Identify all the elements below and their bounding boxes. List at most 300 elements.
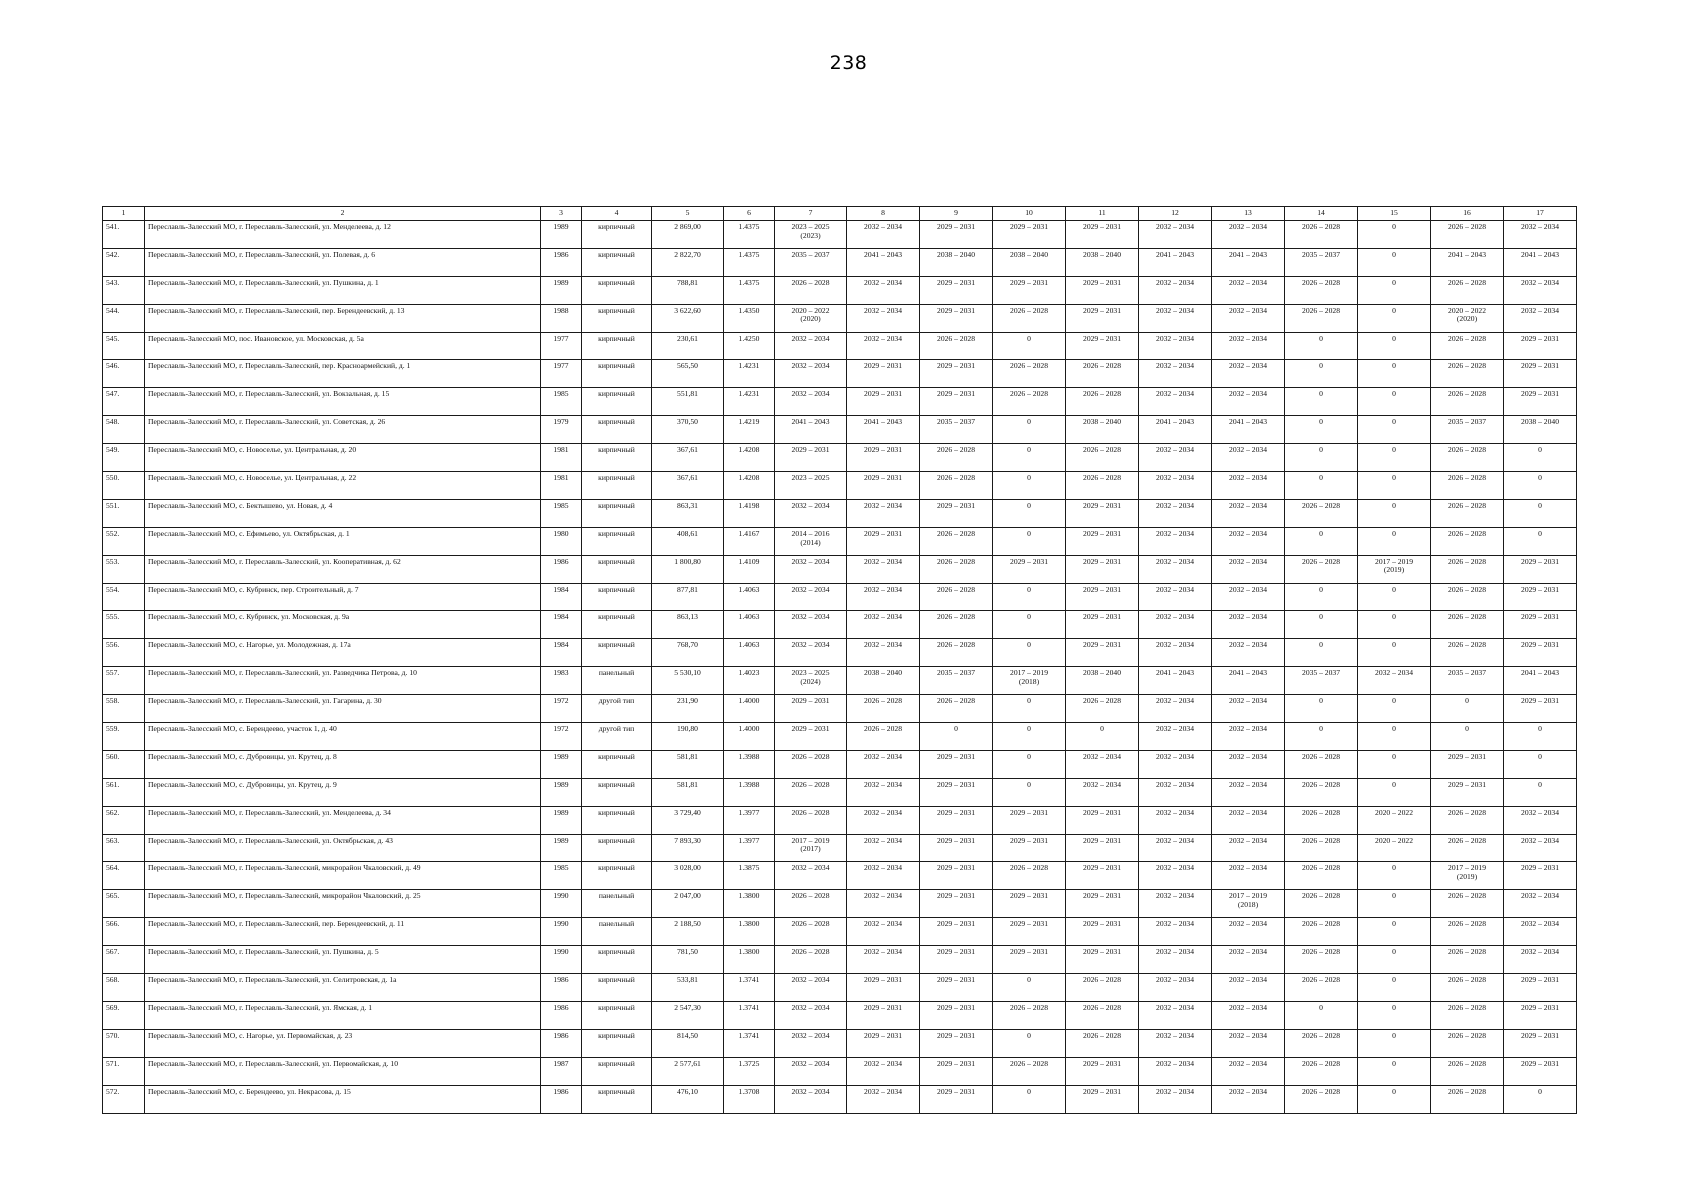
table-cell-col-2: Переславль-Залесский МО, г. Переславль-Залесский, пер. Берендеевский, д. 13	[145, 304, 541, 332]
table-cell-col-4: кирпичный	[582, 834, 652, 862]
table-cell-col-3: 1977	[541, 332, 582, 360]
column-header-14: 14	[1285, 207, 1358, 221]
table-cell-col-17: 2029 – 2031	[1504, 332, 1577, 360]
column-header-3: 3	[541, 207, 582, 221]
table-cell-col-5: 231,90	[652, 695, 724, 723]
table-cell-col-9: 2029 – 2031	[920, 388, 993, 416]
table-cell-col-13: 2032 – 2034	[1212, 221, 1285, 249]
table-cell-col-15: 0	[1358, 527, 1431, 555]
table-cell-col-11: 2029 – 2031	[1066, 221, 1139, 249]
table-cell-col-17: 2032 – 2034	[1504, 304, 1577, 332]
table-cell-col-13: 2032 – 2034	[1212, 1057, 1285, 1085]
table-cell-col-2: Переславль-Залесский МО, г. Переславль-Залесский, ул. Кооперативная, д. 62	[145, 555, 541, 583]
table-cell-col-7: 2032 – 2034	[775, 1085, 847, 1113]
table-cell-col-9: 2029 – 2031	[920, 834, 993, 862]
table-cell-col-11: 2032 – 2034	[1066, 778, 1139, 806]
table-cell-col-1: 560.	[103, 750, 145, 778]
table-cell-col-5: 581,81	[652, 778, 724, 806]
table-row	[103, 918, 1577, 946]
table-cell-col-11: 2029 – 2031	[1066, 276, 1139, 304]
table-cell-col-4: кирпичный	[582, 750, 652, 778]
table-cell-col-12: 2032 – 2034	[1139, 611, 1212, 639]
table-cell-col-6: 1.3741	[724, 1001, 775, 1029]
table-cell-col-6: 1.3875	[724, 862, 775, 890]
table-cell-col-7: 2041 – 2043	[775, 416, 847, 444]
table-cell-col-9: 2029 – 2031	[920, 499, 993, 527]
table-cell-col-6: 1.4231	[724, 360, 775, 388]
table-cell-col-3: 1985	[541, 862, 582, 890]
table-cell-col-8: 2029 – 2031	[847, 444, 920, 472]
table-cell-col-5: 476,10	[652, 1085, 724, 1113]
table-cell-col-6: 1.4375	[724, 276, 775, 304]
table-cell-col-7: 2032 – 2034	[775, 555, 847, 583]
table-cell-col-2: Переславль-Залесский МО, с. Бектышево, ул. Новая, д. 4	[145, 499, 541, 527]
table-cell-col-15: 0	[1358, 750, 1431, 778]
table-cell-col-10: 2026 – 2028	[993, 862, 1066, 890]
table-cell-col-10: 2026 – 2028	[993, 360, 1066, 388]
table-cell-col-17: 0	[1504, 527, 1577, 555]
table-cell-col-13: 2032 – 2034	[1212, 527, 1285, 555]
table-cell-col-3: 1984	[541, 583, 582, 611]
column-header-10: 10	[993, 207, 1066, 221]
table-row	[103, 583, 1577, 611]
table-cell-col-5: 2 547,30	[652, 1001, 724, 1029]
table-cell-col-7: 2032 – 2034	[775, 1057, 847, 1085]
table-cell-col-15: 0	[1358, 332, 1431, 360]
table-cell-col-12: 2032 – 2034	[1139, 444, 1212, 472]
table-cell-col-2: Переславль-Залесский МО, г. Переславль-Залесский, ул. Вокзальная, д. 15	[145, 388, 541, 416]
table-cell-col-10: 0	[993, 695, 1066, 723]
table-cell-col-9: 0	[920, 723, 993, 751]
table-cell-col-4: кирпичный	[582, 444, 652, 472]
table-cell-col-9: 2029 – 2031	[920, 360, 993, 388]
table-cell-col-11: 2026 – 2028	[1066, 695, 1139, 723]
table-cell-col-15: 0	[1358, 695, 1431, 723]
table-cell-col-2: Переславль-Залесский МО, г. Переславль-Залесский, микрорайон Чкаловский, д. 49	[145, 862, 541, 890]
table-cell-col-6: 1.3800	[724, 946, 775, 974]
table-cell-col-12: 2032 – 2034	[1139, 1085, 1212, 1113]
table-cell-col-16: 2026 – 2028	[1431, 918, 1504, 946]
table-cell-col-16: 2026 – 2028	[1431, 555, 1504, 583]
table-cell-col-15: 0	[1358, 583, 1431, 611]
table-cell-col-1: 555.	[103, 611, 145, 639]
table-cell-col-14: 2026 – 2028	[1285, 1029, 1358, 1057]
table-cell-col-13: 2032 – 2034	[1212, 444, 1285, 472]
table-cell-col-17: 2029 – 2031	[1504, 862, 1577, 890]
table-cell-col-13: 2032 – 2034	[1212, 332, 1285, 360]
table-cell-col-8: 2026 – 2028	[847, 723, 920, 751]
table-cell-col-2: Переславль-Залесский МО, г. Переславль-Залесский, микрорайон Чкаловский, д. 25	[145, 890, 541, 918]
table-cell-col-6: 1.4231	[724, 388, 775, 416]
table-cell-col-3: 1986	[541, 974, 582, 1002]
table-cell-col-9: 2026 – 2028	[920, 695, 993, 723]
table-cell-col-5: 190,80	[652, 723, 724, 751]
table-cell-col-11: 2026 – 2028	[1066, 1001, 1139, 1029]
table-cell-col-6: 1.4063	[724, 611, 775, 639]
table-cell-col-15: 0	[1358, 1057, 1431, 1085]
table-row	[103, 806, 1577, 834]
table-cell-col-6: 1.4000	[724, 695, 775, 723]
table-cell-col-16: 0	[1431, 723, 1504, 751]
table-cell-col-4: кирпичный	[582, 1029, 652, 1057]
table-cell-col-17: 2032 – 2034	[1504, 946, 1577, 974]
table-cell-col-6: 1.3725	[724, 1057, 775, 1085]
table-cell-col-12: 2032 – 2034	[1139, 276, 1212, 304]
table-row	[103, 444, 1577, 472]
table-cell-col-3: 1986	[541, 1001, 582, 1029]
table-cell-col-10: 0	[993, 416, 1066, 444]
table-cell-col-2: Переславль-Залесский МО, г. Переславль-Залесский, ул. Менделеева, д. 12	[145, 221, 541, 249]
table-cell-col-8: 2032 – 2034	[847, 1057, 920, 1085]
table-cell-col-16: 2041 – 2043	[1431, 248, 1504, 276]
column-header-9: 9	[920, 207, 993, 221]
table-cell-col-10: 2029 – 2031	[993, 890, 1066, 918]
table-cell-col-12: 2032 – 2034	[1139, 750, 1212, 778]
table-cell-col-7: 2014 – 2016 (2014)	[775, 527, 847, 555]
column-header-16: 16	[1431, 207, 1504, 221]
table-cell-col-3: 1972	[541, 695, 582, 723]
table-cell-col-17: 0	[1504, 444, 1577, 472]
column-header-13: 13	[1212, 207, 1285, 221]
table-cell-col-13: 2032 – 2034	[1212, 583, 1285, 611]
table-cell-col-12: 2032 – 2034	[1139, 1057, 1212, 1085]
table-cell-col-11: 2038 – 2040	[1066, 667, 1139, 695]
table-row	[103, 723, 1577, 751]
table-cell-col-13: 2032 – 2034	[1212, 611, 1285, 639]
table-cell-col-7: 2026 – 2028	[775, 890, 847, 918]
column-header-11: 11	[1066, 207, 1139, 221]
table-cell-col-11: 2032 – 2034	[1066, 750, 1139, 778]
table-cell-col-10: 0	[993, 527, 1066, 555]
table-cell-col-8: 2032 – 2034	[847, 583, 920, 611]
table-cell-col-15: 0	[1358, 1029, 1431, 1057]
column-header-4: 4	[582, 207, 652, 221]
table-body	[103, 221, 1577, 1114]
table-cell-col-9: 2029 – 2031	[920, 974, 993, 1002]
table-cell-col-8: 2032 – 2034	[847, 611, 920, 639]
table-cell-col-11: 2029 – 2031	[1066, 583, 1139, 611]
table-cell-col-14: 0	[1285, 472, 1358, 500]
table-cell-col-6: 1.4167	[724, 527, 775, 555]
table-cell-col-6: 1.3708	[724, 1085, 775, 1113]
table-cell-col-5: 781,50	[652, 946, 724, 974]
housing-register-table	[102, 206, 1577, 1114]
table-cell-col-9: 2029 – 2031	[920, 918, 993, 946]
table-cell-col-13: 2032 – 2034	[1212, 472, 1285, 500]
table-cell-col-12: 2032 – 2034	[1139, 918, 1212, 946]
table-cell-col-9: 2029 – 2031	[920, 862, 993, 890]
table-cell-col-4: кирпичный	[582, 974, 652, 1002]
table-cell-col-13: 2032 – 2034	[1212, 946, 1285, 974]
table-row	[103, 555, 1577, 583]
table-cell-col-17: 0	[1504, 778, 1577, 806]
table-cell-col-11: 2029 – 2031	[1066, 806, 1139, 834]
table-row	[103, 639, 1577, 667]
table-cell-col-1: 551.	[103, 499, 145, 527]
table-cell-col-14: 0	[1285, 332, 1358, 360]
table-cell-col-15: 0	[1358, 444, 1431, 472]
table-cell-col-8: 2041 – 2043	[847, 248, 920, 276]
table-cell-col-10: 0	[993, 778, 1066, 806]
table-cell-col-5: 863,13	[652, 611, 724, 639]
table-cell-col-7: 2023 – 2025 (2024)	[775, 667, 847, 695]
table-cell-col-8: 2029 – 2031	[847, 472, 920, 500]
table-cell-col-12: 2032 – 2034	[1139, 890, 1212, 918]
table-row	[103, 750, 1577, 778]
table-cell-col-5: 863,31	[652, 499, 724, 527]
table-cell-col-14: 0	[1285, 360, 1358, 388]
table-cell-col-9: 2026 – 2028	[920, 332, 993, 360]
table-cell-col-8: 2032 – 2034	[847, 1085, 920, 1113]
table-cell-col-6: 1.3800	[724, 890, 775, 918]
table-cell-col-12: 2032 – 2034	[1139, 360, 1212, 388]
table-cell-col-6: 1.3977	[724, 806, 775, 834]
table-cell-col-2: Переславль-Залесский МО, г. Переславль-Залесский, ул. Советская, д. 26	[145, 416, 541, 444]
table-cell-col-4: другой тип	[582, 723, 652, 751]
table-cell-col-17: 2029 – 2031	[1504, 695, 1577, 723]
table-cell-col-10: 0	[993, 611, 1066, 639]
table-cell-col-9: 2029 – 2031	[920, 1085, 993, 1113]
table-cell-col-2: Переславль-Залесский МО, с. Нагорье, ул. Молодежная, д. 17а	[145, 639, 541, 667]
table-cell-col-14: 2035 – 2037	[1285, 248, 1358, 276]
table-cell-col-2: Переславль-Залесский МО, с. Ефимьево, ул. Октябрьская, д. 1	[145, 527, 541, 555]
table-cell-col-16: 2026 – 2028	[1431, 1085, 1504, 1113]
table-cell-col-15: 0	[1358, 388, 1431, 416]
table-row	[103, 332, 1577, 360]
table-cell-col-7: 2023 – 2025	[775, 472, 847, 500]
table-cell-col-6: 1.4198	[724, 499, 775, 527]
table-cell-col-12: 2032 – 2034	[1139, 946, 1212, 974]
table-cell-col-2: Переславль-Залесский МО, г. Переславль-Залесский, ул. Разведчика Петрова, д. 10	[145, 667, 541, 695]
table-cell-col-4: кирпичный	[582, 360, 652, 388]
table-cell-col-16: 2020 – 2022 (2020)	[1431, 304, 1504, 332]
table-cell-col-10: 0	[993, 444, 1066, 472]
table-cell-col-14: 0	[1285, 388, 1358, 416]
table-cell-col-1: 546.	[103, 360, 145, 388]
table-cell-col-8: 2032 – 2034	[847, 304, 920, 332]
table-cell-col-6: 1.3800	[724, 918, 775, 946]
table-cell-col-13: 2032 – 2034	[1212, 750, 1285, 778]
table-cell-col-14: 0	[1285, 583, 1358, 611]
table-cell-col-8: 2029 – 2031	[847, 527, 920, 555]
table-cell-col-1: 542.	[103, 248, 145, 276]
table-cell-col-8: 2029 – 2031	[847, 1029, 920, 1057]
table-cell-col-3: 1987	[541, 1057, 582, 1085]
table-cell-col-16: 2026 – 2028	[1431, 444, 1504, 472]
table-cell-col-4: кирпичный	[582, 472, 652, 500]
table-cell-col-4: кирпичный	[582, 221, 652, 249]
table-cell-col-3: 1989	[541, 221, 582, 249]
table-cell-col-15: 0	[1358, 639, 1431, 667]
table-cell-col-3: 1986	[541, 555, 582, 583]
table-row	[103, 1085, 1577, 1113]
table-cell-col-14: 2026 – 2028	[1285, 778, 1358, 806]
table-cell-col-17: 2029 – 2031	[1504, 1029, 1577, 1057]
table-cell-col-17: 2029 – 2031	[1504, 555, 1577, 583]
table-cell-col-13: 2032 – 2034	[1212, 388, 1285, 416]
table-cell-col-4: кирпичный	[582, 276, 652, 304]
table-cell-col-6: 1.4063	[724, 583, 775, 611]
table-cell-col-7: 2032 – 2034	[775, 862, 847, 890]
table-cell-col-10: 2029 – 2031	[993, 806, 1066, 834]
table-cell-col-2: Переславль-Залесский МО, г. Переславль-Залесский, ул. Селитровская, д. 1а	[145, 974, 541, 1002]
table-cell-col-7: 2029 – 2031	[775, 723, 847, 751]
table-cell-col-1: 553.	[103, 555, 145, 583]
table-cell-col-4: кирпичный	[582, 583, 652, 611]
table-cell-col-7: 2029 – 2031	[775, 695, 847, 723]
table-cell-col-12: 2041 – 2043	[1139, 667, 1212, 695]
table-cell-col-15: 0	[1358, 304, 1431, 332]
table-cell-col-4: кирпичный	[582, 1001, 652, 1029]
table-cell-col-7: 2032 – 2034	[775, 388, 847, 416]
table-cell-col-3: 1989	[541, 276, 582, 304]
table-cell-col-1: 544.	[103, 304, 145, 332]
table-cell-col-10: 2029 – 2031	[993, 946, 1066, 974]
table-cell-col-3: 1980	[541, 527, 582, 555]
table-cell-col-5: 2 047,00	[652, 890, 724, 918]
table-cell-col-3: 1990	[541, 946, 582, 974]
table-cell-col-17: 2032 – 2034	[1504, 276, 1577, 304]
table-cell-col-13: 2032 – 2034	[1212, 778, 1285, 806]
table-cell-col-6: 1.4208	[724, 472, 775, 500]
table-cell-col-3: 1989	[541, 806, 582, 834]
table-cell-col-1: 556.	[103, 639, 145, 667]
table-cell-col-7: 2032 – 2034	[775, 611, 847, 639]
table-cell-col-16: 2026 – 2028	[1431, 1057, 1504, 1085]
table-cell-col-16: 2026 – 2028	[1431, 611, 1504, 639]
table-cell-col-2: Переславль-Залесский МО, г. Переславль-Залесский, пер. Красноармейский, д. 1	[145, 360, 541, 388]
table-cell-col-14: 2026 – 2028	[1285, 890, 1358, 918]
table-cell-col-11: 2029 – 2031	[1066, 1057, 1139, 1085]
table-cell-col-17: 0	[1504, 499, 1577, 527]
table-cell-col-10: 0	[993, 974, 1066, 1002]
table-cell-col-16: 2026 – 2028	[1431, 388, 1504, 416]
table-cell-col-9: 2029 – 2031	[920, 1029, 993, 1057]
table-cell-col-13: 2032 – 2034	[1212, 862, 1285, 890]
table-row	[103, 834, 1577, 862]
table-cell-col-2: Переславль-Залесский МО, с. Кубринск, ул. Московская, д. 9а	[145, 611, 541, 639]
table-cell-col-15: 0	[1358, 946, 1431, 974]
table-cell-col-12: 2041 – 2043	[1139, 416, 1212, 444]
table-cell-col-6: 1.3988	[724, 750, 775, 778]
table-cell-col-17: 0	[1504, 750, 1577, 778]
table-cell-col-2: Переславль-Залесский МО, г. Переславль-Залесский, пер. Берендеевский, д. 11	[145, 918, 541, 946]
table-cell-col-8: 2032 – 2034	[847, 918, 920, 946]
table-cell-col-12: 2032 – 2034	[1139, 472, 1212, 500]
table-cell-col-4: кирпичный	[582, 304, 652, 332]
table-cell-col-16: 2026 – 2028	[1431, 1029, 1504, 1057]
table-cell-col-14: 2026 – 2028	[1285, 946, 1358, 974]
table-cell-col-1: 572.	[103, 1085, 145, 1113]
table-cell-col-7: 2032 – 2034	[775, 360, 847, 388]
table-cell-col-16: 2017 – 2019 (2019)	[1431, 862, 1504, 890]
table-cell-col-10: 0	[993, 499, 1066, 527]
table-cell-col-16: 2026 – 2028	[1431, 1001, 1504, 1029]
table-cell-col-2: Переславль-Залесский МО, с. Берендеево, ул. Некрасова, д. 15	[145, 1085, 541, 1113]
table-cell-col-5: 551,81	[652, 388, 724, 416]
table-cell-col-4: кирпичный	[582, 555, 652, 583]
table-cell-col-12: 2032 – 2034	[1139, 806, 1212, 834]
table-row	[103, 890, 1577, 918]
table-cell-col-13: 2032 – 2034	[1212, 918, 1285, 946]
table-cell-col-16: 2026 – 2028	[1431, 834, 1504, 862]
table-cell-col-16: 2035 – 2037	[1431, 416, 1504, 444]
table-cell-col-3: 1977	[541, 360, 582, 388]
table-row	[103, 1029, 1577, 1057]
table-cell-col-11: 2029 – 2031	[1066, 862, 1139, 890]
table-cell-col-1: 571.	[103, 1057, 145, 1085]
table-cell-col-17: 2029 – 2031	[1504, 1001, 1577, 1029]
table-cell-col-1: 567.	[103, 946, 145, 974]
table-cell-col-6: 1.4219	[724, 416, 775, 444]
table-cell-col-8: 2032 – 2034	[847, 750, 920, 778]
table-cell-col-14: 0	[1285, 1001, 1358, 1029]
table-cell-col-5: 2 869,00	[652, 221, 724, 249]
table-cell-col-4: кирпичный	[582, 332, 652, 360]
table-cell-col-15: 0	[1358, 723, 1431, 751]
table-cell-col-10: 2038 – 2040	[993, 248, 1066, 276]
table-cell-col-2: Переславль-Залесский МО, г. Переславль-Залесский, ул. Полевая, д. 6	[145, 248, 541, 276]
table-cell-col-8: 2032 – 2034	[847, 221, 920, 249]
table-cell-col-12: 2032 – 2034	[1139, 499, 1212, 527]
table-cell-col-5: 877,81	[652, 583, 724, 611]
table-cell-col-9: 2038 – 2040	[920, 248, 993, 276]
table-cell-col-14: 2026 – 2028	[1285, 555, 1358, 583]
table-cell-col-12: 2032 – 2034	[1139, 723, 1212, 751]
table-cell-col-10: 2026 – 2028	[993, 304, 1066, 332]
table-cell-col-7: 2017 – 2019 (2017)	[775, 834, 847, 862]
table-cell-col-16: 2026 – 2028	[1431, 221, 1504, 249]
table-cell-col-15: 2032 – 2034	[1358, 667, 1431, 695]
table-cell-col-10: 2029 – 2031	[993, 555, 1066, 583]
table-row	[103, 304, 1577, 332]
table-cell-col-5: 533,81	[652, 974, 724, 1002]
table-cell-col-7: 2032 – 2034	[775, 1001, 847, 1029]
table-cell-col-1: 558.	[103, 695, 145, 723]
table-cell-col-12: 2032 – 2034	[1139, 974, 1212, 1002]
table-cell-col-14: 0	[1285, 416, 1358, 444]
table-cell-col-17: 2032 – 2034	[1504, 890, 1577, 918]
column-header-1: 1	[103, 207, 145, 221]
table-cell-col-14: 2026 – 2028	[1285, 1057, 1358, 1085]
table-cell-col-1: 543.	[103, 276, 145, 304]
table-cell-col-3: 1990	[541, 890, 582, 918]
table-cell-col-9: 2026 – 2028	[920, 444, 993, 472]
table-cell-col-16: 2026 – 2028	[1431, 890, 1504, 918]
table-cell-col-8: 2029 – 2031	[847, 388, 920, 416]
table-cell-col-10: 0	[993, 332, 1066, 360]
table-cell-col-15: 2017 – 2019 (2019)	[1358, 555, 1431, 583]
table-cell-col-3: 1986	[541, 1029, 582, 1057]
table-cell-col-11: 2029 – 2031	[1066, 611, 1139, 639]
table-cell-col-17: 2032 – 2034	[1504, 806, 1577, 834]
table-cell-col-15: 0	[1358, 360, 1431, 388]
table-cell-col-16: 2026 – 2028	[1431, 639, 1504, 667]
table-cell-col-13: 2032 – 2034	[1212, 1001, 1285, 1029]
table-cell-col-14: 2026 – 2028	[1285, 499, 1358, 527]
table-cell-col-5: 3 729,40	[652, 806, 724, 834]
table-cell-col-17: 2029 – 2031	[1504, 611, 1577, 639]
table-cell-col-2: Переславль-Залесский МО, г. Переславль-Залесский, ул. Октябрьская, д. 43	[145, 834, 541, 862]
table-cell-col-4: кирпичный	[582, 1085, 652, 1113]
table-cell-col-2: Переславль-Залесский МО, г. Переславль-Залесский, ул. Гагарина, д. 30	[145, 695, 541, 723]
table-cell-col-3: 1989	[541, 834, 582, 862]
table-cell-col-13: 2017 – 2019 (2018)	[1212, 890, 1285, 918]
table-cell-col-4: панельный	[582, 918, 652, 946]
table-cell-col-10: 2029 – 2031	[993, 276, 1066, 304]
table-cell-col-9: 2026 – 2028	[920, 611, 993, 639]
table-cell-col-1: 549.	[103, 444, 145, 472]
